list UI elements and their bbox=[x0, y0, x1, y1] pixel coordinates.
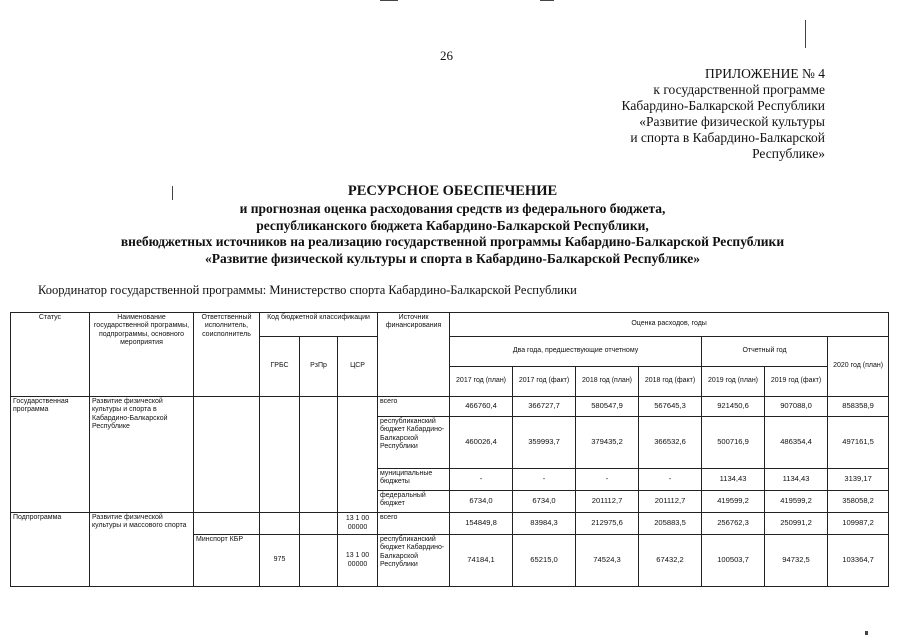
title-line: «Развитие физической культуры и спорта в Кабардино-Балкарской Республике» bbox=[204, 250, 701, 266]
value-cell: 83984,3 bbox=[513, 513, 576, 535]
csr-cell: 13 1 00 00000 bbox=[338, 535, 378, 587]
value-cell: 250991,2 bbox=[765, 513, 828, 535]
value-cell: 580547,9 bbox=[576, 397, 639, 417]
value-cell: 6734,0 bbox=[513, 491, 576, 513]
appendix-line: ПРИЛОЖЕНИЕ № 4 bbox=[704, 66, 825, 81]
header-grbs: ГРБС bbox=[260, 337, 300, 397]
header-2019-fact: 2019 год (факт) bbox=[765, 367, 828, 397]
program-status: Государственная программа bbox=[11, 397, 90, 513]
value-cell: 3139,17 bbox=[828, 469, 889, 491]
header-2020-plan: 2020 год (план) bbox=[828, 337, 889, 397]
source-cell: всего bbox=[378, 397, 450, 417]
source-cell: республиканский бюджет Кабардино-Балкарской Республики bbox=[378, 535, 450, 587]
rzpr-cell bbox=[300, 535, 338, 587]
header-two-years: Два года, предшествующие отчетному bbox=[450, 337, 702, 367]
header-2017-plan: 2017 год (план) bbox=[450, 367, 513, 397]
value-cell: 419599,2 bbox=[765, 491, 828, 513]
header-report-year: Отчетный год bbox=[702, 337, 828, 367]
header-2018-plan: 2018 год (план) bbox=[576, 367, 639, 397]
value-cell: 379435,2 bbox=[576, 417, 639, 469]
title-line: республиканского бюджета Кабардино-Балкарской Республики, bbox=[256, 217, 649, 233]
value-cell: 74184,1 bbox=[450, 535, 513, 587]
source-cell: республиканский бюджет Кабардино-Балкарской Республики bbox=[378, 417, 450, 469]
csr-cell: 13 1 00 00000 bbox=[338, 513, 378, 535]
scan-mark-top-2 bbox=[540, 0, 554, 1]
value-cell: 460026,4 bbox=[450, 417, 513, 469]
value-cell: 1134,43 bbox=[702, 469, 765, 491]
value-cell: 212975,6 bbox=[576, 513, 639, 535]
appendix-block bbox=[525, 66, 825, 162]
value-cell: 67432,2 bbox=[639, 535, 702, 587]
value-cell: 921450,6 bbox=[702, 397, 765, 417]
value-cell: 366727,7 bbox=[513, 397, 576, 417]
header-rzpr: РзПр bbox=[300, 337, 338, 397]
program-csr bbox=[338, 397, 378, 513]
source-cell: федеральный бюджет bbox=[378, 491, 450, 513]
value-cell: 907088,0 bbox=[765, 397, 828, 417]
value-cell: 201112,7 bbox=[639, 491, 702, 513]
document-title bbox=[0, 182, 905, 267]
value-cell: - bbox=[639, 469, 702, 491]
header-2019-plan: 2019 год (план) bbox=[702, 367, 765, 397]
value-cell: 858358,9 bbox=[828, 397, 889, 417]
header-executor: Ответственный исполнитель, соисполнитель bbox=[194, 313, 260, 397]
value-cell: 358058,2 bbox=[828, 491, 889, 513]
program-grbs bbox=[260, 397, 300, 513]
value-cell: 486354,4 bbox=[765, 417, 828, 469]
header-csr: ЦСР bbox=[338, 337, 378, 397]
title-main: РЕСУРСНОЕ ОБЕСПЕЧЕНИЕ bbox=[347, 183, 558, 199]
value-cell: 94732,5 bbox=[765, 535, 828, 587]
value-cell: 205883,5 bbox=[639, 513, 702, 535]
value-cell: 466760,4 bbox=[450, 397, 513, 417]
value-cell: 74524,3 bbox=[576, 535, 639, 587]
executor-cell bbox=[194, 513, 260, 535]
value-cell: 65215,0 bbox=[513, 535, 576, 587]
subprogram-status: Подпрограмма bbox=[11, 513, 90, 587]
header-budget-code: Код бюджетной классификации bbox=[260, 313, 378, 337]
appendix-line: Кабардино-Балкарской Республики bbox=[621, 98, 825, 113]
value-cell: 500716,9 bbox=[702, 417, 765, 469]
value-cell: 103364,7 bbox=[828, 535, 889, 587]
value-cell: 1134,43 bbox=[765, 469, 828, 491]
header-source: Источник финансирования bbox=[378, 313, 450, 397]
value-cell: 419599,2 bbox=[702, 491, 765, 513]
value-cell: 366532,6 bbox=[639, 417, 702, 469]
header-status: Статус bbox=[11, 313, 90, 397]
appendix-line: и спорта в Кабардино-Балкарской bbox=[630, 130, 825, 145]
value-cell: 567645,3 bbox=[639, 397, 702, 417]
source-cell: всего bbox=[378, 513, 450, 535]
value-cell: 154849,8 bbox=[450, 513, 513, 535]
rzpr-cell bbox=[300, 513, 338, 535]
header-estimate: Оценка расходов, годы bbox=[450, 313, 889, 337]
grbs-cell: 975 bbox=[260, 535, 300, 587]
header-2017-fact: 2017 год (факт) bbox=[513, 367, 576, 397]
value-cell: 497161,5 bbox=[828, 417, 889, 469]
program-name: Развитие физической культуры и спорта в Кабардино-Балкарской Республике bbox=[90, 397, 194, 513]
resource-table bbox=[10, 312, 889, 587]
scan-mark-top-1 bbox=[380, 0, 398, 1]
value-cell: 109987,2 bbox=[828, 513, 889, 535]
title-line: внебюджетных источников на реализацию государственной программы Кабардино-Балкарской Республики bbox=[120, 234, 785, 249]
appendix-line: к государственной программе bbox=[653, 82, 825, 97]
table-row bbox=[11, 397, 889, 417]
value-cell: 256762,3 bbox=[702, 513, 765, 535]
header-2018-fact: 2018 год (факт) bbox=[639, 367, 702, 397]
scan-mark-right bbox=[805, 20, 806, 48]
program-rzpr bbox=[300, 397, 338, 513]
value-cell: - bbox=[576, 469, 639, 491]
appendix-line: Республике» bbox=[752, 146, 825, 161]
value-cell: 201112,7 bbox=[576, 491, 639, 513]
page-number: 26 bbox=[440, 48, 453, 63]
subprogram-name: Развитие физической культуры и массового спорта bbox=[90, 513, 194, 587]
title-line: и прогнозная оценка расходования средств из федерального бюджета, bbox=[239, 201, 666, 216]
value-cell: 100503,7 bbox=[702, 535, 765, 587]
executor-cell: Минспорт КБР bbox=[194, 535, 260, 587]
program-executor bbox=[194, 397, 260, 513]
scan-mark-bottom bbox=[865, 631, 868, 635]
table-row bbox=[11, 513, 889, 535]
header-name: Наименование государственной программы, подпрограммы, основного мероприятия bbox=[90, 313, 194, 397]
grbs-cell bbox=[260, 513, 300, 535]
value-cell: 359993,7 bbox=[513, 417, 576, 469]
source-cell: муниципальные бюджеты bbox=[378, 469, 450, 491]
appendix-line: «Развитие физической культуры bbox=[639, 114, 825, 129]
value-cell: - bbox=[513, 469, 576, 491]
value-cell: - bbox=[450, 469, 513, 491]
coordinator-text: Координатор государственной программы: Министерство спорта Кабардино-Балкарской Республики bbox=[38, 283, 577, 297]
value-cell: 6734,0 bbox=[450, 491, 513, 513]
